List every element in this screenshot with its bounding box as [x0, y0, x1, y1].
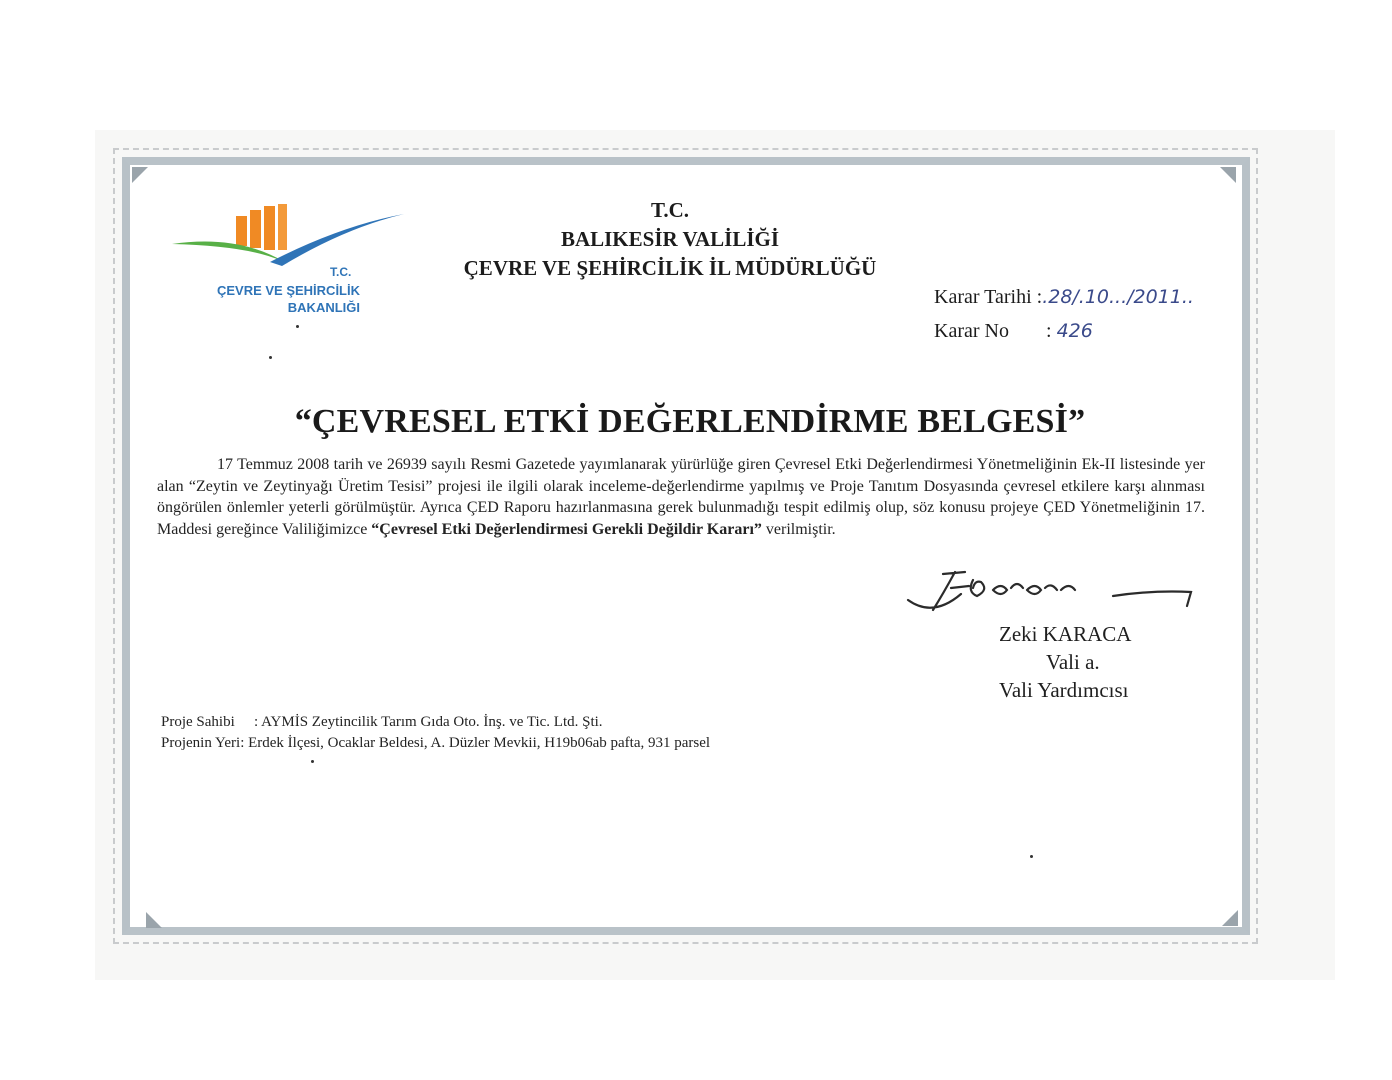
decision-number-label: Karar No: [934, 320, 1009, 342]
project-details: [161, 712, 710, 754]
corner-ornament-top-right: [1220, 167, 1236, 183]
signatory-title: Vali Yardımcısı: [999, 678, 1129, 702]
issuer-header: [420, 196, 920, 283]
decision-number-separator: :: [1046, 320, 1052, 342]
corner-ornament-bottom-left: [146, 912, 162, 928]
logo-name-line2: BAKANLIĞI: [287, 300, 360, 315]
corner-ornament-top-left: [132, 167, 148, 183]
decision-info: [934, 280, 1194, 348]
signatory-block: [999, 620, 1131, 704]
signatory-on-behalf: Vali a.: [1046, 650, 1100, 674]
scan-speck: [296, 325, 299, 328]
ministry-logo-graphic: [170, 200, 410, 280]
project-location-row: [161, 733, 710, 754]
ministry-logo: [170, 200, 410, 330]
decision-number-value: 426: [1056, 320, 1093, 342]
signatory-name: Zeki KARACA: [999, 622, 1132, 646]
project-location-value: : Erdek İlçesi, Ocaklar Beldesi, A. Düzler Mevkii, H19b06ab pafta, 931 parsel: [240, 735, 711, 751]
body-main-text: 17 Temmuz 2008 tarih ve 26939 sayılı Resmi Gazetede yayımlanarak yürürlüğe giren Çevresel Etki Değerlendirmesi Yönetmeliğinin Ek-II listesinde yer alan “Zeytin ve Zeytinyağı Üretim Tesisi” projesi ile ilgili olarak inceleme-değerlendirme yapılmış ve Proje Tanıtım Dosyasında çevresel etkilere karşı alınması öngörülen önlemler yeterli görülmüştür. Ayrıca ÇED Raporu hazırlanmasına gerek bulunmadığı tespit edilmiş olup, söz konusu projeye ÇED Yönetmeliğinin 17. Maddesi gereğince Valiliğimizce: [157, 456, 1205, 538]
header-governorship: BALIKESİR VALİLİĞİ: [560, 227, 780, 251]
logo-tc: T.C.: [330, 265, 352, 279]
corner-ornament-bottom-right: [1222, 910, 1238, 926]
scan-speck: [311, 760, 314, 763]
project-owner-value: : AYMİS Zeytincilik Tarım Gıda Oto. İnş. ve Tic. Ltd. Şti.: [254, 714, 603, 730]
certificate-title: “ÇEVRESEL ETKİ DEĞERLENDİRME BELGESİ”: [294, 403, 1086, 440]
logo-name-line1: ÇEVRE VE ŞEHİRCİLİK: [216, 283, 360, 298]
certificate-body: [157, 454, 1205, 540]
scan-speck: [269, 356, 272, 359]
scan-speck: [1030, 855, 1033, 858]
logo-ministry-name: [194, 282, 360, 316]
project-owner-row: [161, 712, 710, 733]
project-owner-label: Proje Sahibi: [161, 714, 235, 730]
project-location-label: Projenin Yeri: [161, 735, 241, 751]
body-decision-text: “Çevresel Etki Değerlendirmesi Gerekli Değildir Kararı”: [371, 520, 762, 538]
decision-date-label: Karar Tarihi :: [934, 286, 1043, 308]
header-directorate: ÇEVRE VE ŞEHİRCİLİK İL MÜDÜRLÜĞÜ: [463, 256, 877, 280]
decision-date-value: .28/.10.../2011..: [1042, 286, 1194, 308]
body-closing-text: verilmiştir.: [761, 520, 836, 538]
decision-number-row: [934, 314, 1194, 348]
decision-date-row: [934, 280, 1194, 314]
header-tc: T.C.: [650, 198, 690, 222]
